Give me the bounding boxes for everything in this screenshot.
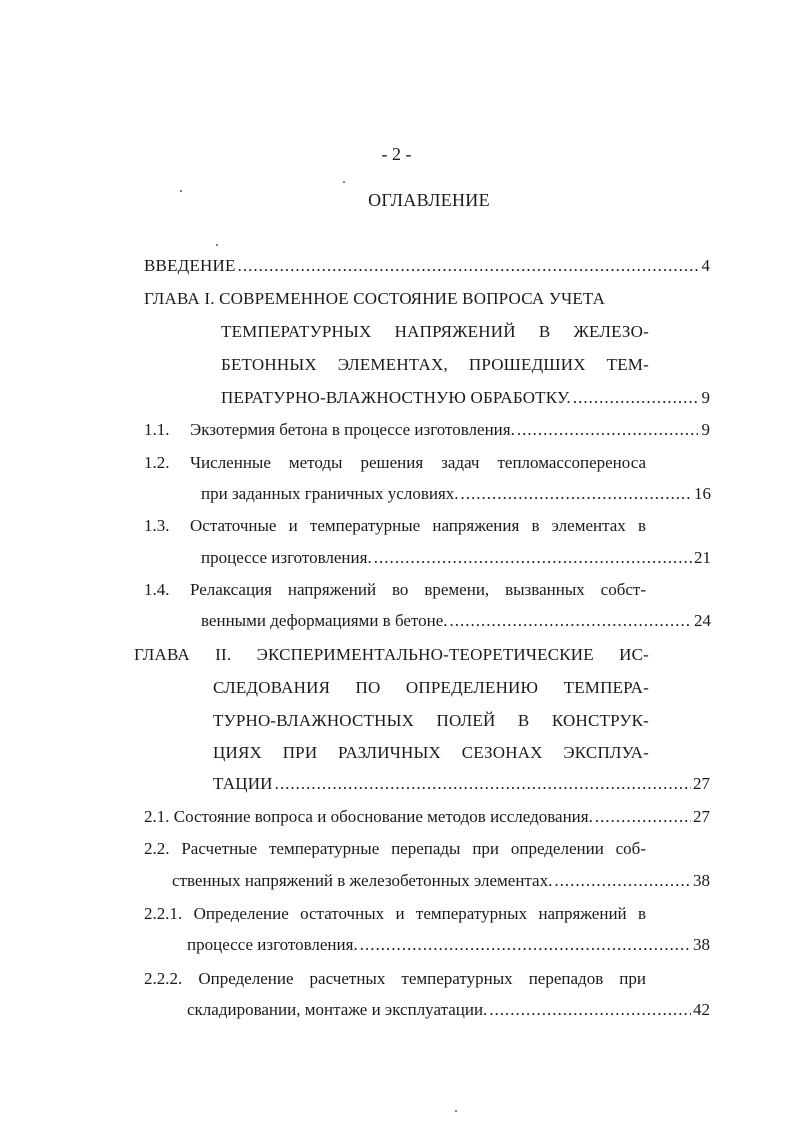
toc-page-number: 27 [693, 774, 710, 793]
toc-leader-dots [595, 805, 691, 829]
toc-leader-dots [374, 546, 692, 570]
chapter2-line3: ТУРНО-ВЛАЖНОСТНЫХ ПОЛЕЙ В КОНСТРУК- [213, 711, 649, 730]
toc-entry-chapter1[interactable] [221, 386, 710, 410]
toc-entry-label: ВВЕДЕНИЕ [144, 256, 236, 275]
toc-page-number: 9 [701, 420, 710, 439]
chapter1-line4: ПЕРАТУРНО-ВЛАЖНОСТНУЮ ОБРАБОТКУ. [221, 388, 571, 407]
chapter2-line2: СЛЕДОВАНИЯ ПО ОПРЕДЕЛЕНИЮ ТЕМПЕРА- [213, 678, 649, 697]
toc-entry-label: 2.1. Состояние вопроса и обоснование методов исследования. [144, 807, 593, 826]
section-number: 1.3. [144, 516, 170, 535]
toc-leader-dots [461, 482, 692, 506]
toc-leader-dots [360, 933, 691, 957]
toc-leader-dots [275, 772, 691, 796]
scan-speck [343, 181, 345, 183]
toc-entry-chapter2[interactable] [213, 772, 710, 796]
toc-leader-dots [489, 998, 691, 1022]
toc-entry-label[interactable]: Релаксация напряжений во времени, вызванных собст- [190, 580, 646, 599]
toc-leader-dots [573, 386, 698, 410]
section-number: 1.1. [144, 420, 170, 439]
toc-page-number: 27 [693, 807, 710, 826]
toc-page-number: 4 [701, 256, 710, 275]
chapter1-line3: БЕТОННЫХ ЭЛЕМЕНТАХ, ПРОШЕДШИХ ТЕМ- [221, 355, 649, 374]
page-number: - 2 - [381, 144, 412, 164]
toc-page-number: 38 [693, 935, 710, 954]
toc-entry-label[interactable]: Остаточные и температурные напряжения в элементах в [190, 516, 646, 535]
toc-entry-label[interactable]: 2.2. Расчетные температурные перепады при определении соб- [144, 839, 646, 858]
section-number: 1.4. [144, 580, 170, 599]
chapter1-line1[interactable]: ГЛАВА I. СОВРЕМЕННОЕ СОСТОЯНИЕ ВОПРОСА УЧЕТА [144, 289, 606, 308]
scan-speck [216, 244, 218, 246]
toc-leader-dots [238, 254, 698, 278]
chapter2-line4: ЦИЯХ ПРИ РАЗЛИЧНЫХ СЕЗОНАХ ЭКСПЛУА- [213, 743, 649, 762]
toc-entry-label: складировании, монтаже и эксплуатации. [187, 1000, 488, 1019]
toc-entry-1-3[interactable] [201, 546, 711, 570]
section-number: 1.2. [144, 453, 170, 472]
toc-entry-label: процессе изготовления. [187, 935, 358, 954]
toc-entry-label[interactable]: 2.2.1. Определение остаточных и температурных напряжений в [144, 904, 646, 923]
toc-page-number: 16 [694, 484, 711, 503]
toc-entry-2-2-1[interactable] [187, 933, 710, 957]
toc-leader-dots [554, 869, 691, 893]
toc-page-number: 9 [701, 388, 710, 407]
chapter2-line1[interactable]: ГЛАВА II. ЭКСПЕРИМЕНТАЛЬНО-ТЕОРЕТИЧЕСКИЕ ИС- [134, 645, 649, 664]
toc-page-number: 38 [693, 871, 710, 890]
toc-page-number: 21 [694, 548, 711, 567]
toc-entry-1-4[interactable] [201, 609, 711, 633]
toc-entry-2-2-2[interactable] [187, 998, 710, 1022]
toc-entry-1-2[interactable] [201, 482, 711, 506]
toc-entry-label: при заданных граничных условиях. [201, 484, 459, 503]
toc-entry-2-2[interactable] [172, 869, 710, 893]
toc-entry-label[interactable]: 2.2.2. Определение расчетных температурных перепадов при [144, 969, 646, 988]
toc-entry-1-1[interactable] [190, 418, 710, 442]
chapter1-line2: ТЕМПЕРАТУРНЫХ НАПРЯЖЕНИЙ В ЖЕЛЕЗО- [221, 322, 649, 341]
toc-entry-2-1[interactable] [144, 805, 710, 829]
toc-entry-label: Экзотермия бетона в процессе изготовления. [190, 420, 515, 439]
toc-page-number: 24 [694, 611, 711, 630]
toc-page-number: 42 [693, 1000, 710, 1019]
toc-leader-dots [517, 418, 698, 442]
toc-entry-label: венными деформациями в бетоне. [201, 611, 448, 630]
toc-entry-label: процессе изготовления. [201, 548, 372, 567]
chapter2-line5: ТАЦИИ [213, 774, 273, 793]
scan-speck [455, 1110, 457, 1112]
toc-entry-label: ственных напряжений в железобетонных элементах. [172, 871, 553, 890]
toc-leader-dots [450, 609, 692, 633]
toc-entry-intro[interactable] [144, 254, 710, 278]
toc-title: ОГЛАВЛЕНИЕ [368, 190, 490, 210]
toc-entry-label[interactable]: Численные методы решения задач тепломассопереноса [190, 453, 646, 472]
